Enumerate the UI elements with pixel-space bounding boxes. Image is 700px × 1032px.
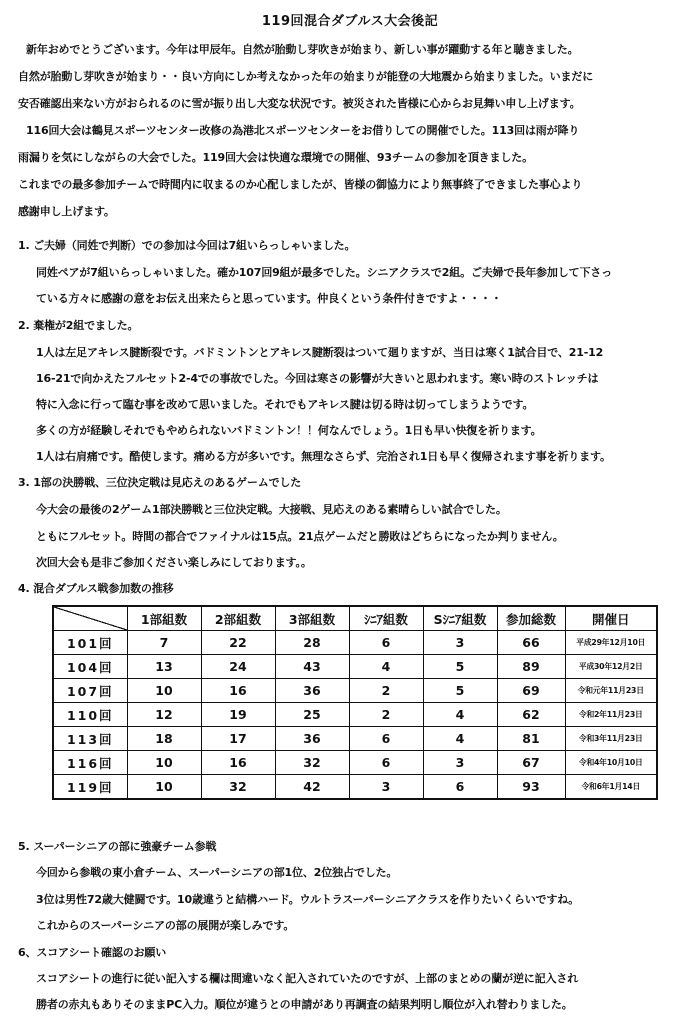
table-cell: 93 (497, 775, 565, 800)
table-cell: 5 (423, 679, 497, 703)
section-line: 勝者の赤丸もありそのままPC入力。順位が違うとの申請があり再調査の結果判明し順位が入れ替わりました。 (36, 998, 573, 1011)
table-row-label: 119回 (53, 775, 127, 800)
table-cell: 28 (275, 631, 349, 655)
table-cell: 42 (275, 775, 349, 800)
table-row-label: 116回 (53, 751, 127, 775)
table-cell: 2 (349, 703, 423, 727)
intro-line: 雨漏りを気にしながらの大会でした。119回大会は快適な環境での開催、93チームの参加を頂きました。 (18, 151, 533, 164)
table-row (53, 751, 657, 775)
table-header-cell: 3部組数 (275, 606, 349, 631)
table-cell: 62 (497, 703, 565, 727)
table-cell: 7 (127, 631, 201, 655)
table-row (53, 727, 657, 751)
table-row (53, 679, 657, 703)
intro-line: 安否確認出来ない方がおられるのに雪が振り出し大変な状況です。被災された皆様に心からお見舞い申し上げます。 (18, 97, 581, 110)
intro-line: 感謝申し上げます。 (18, 205, 115, 218)
intro-line: 新年おめでとうございます。今年は甲辰年。自然が胎動し芽吹きが始まり、新しい事が躍動する年と聴きました。 (26, 43, 579, 56)
section-line: 特に入念に行って臨む事を改めて思いました。それでもアキレス腱は切る時は切ってしまうようです。 (36, 398, 534, 411)
intro-line: これまでの最多参加チームで時間内に収まるのか心配しましたが、皆様の御協力により無事終了できました事心より (18, 178, 583, 191)
table-cell: 5 (423, 655, 497, 679)
table-cell: 16 (201, 751, 275, 775)
table-header-cell: ｼﾆｱ組数 (349, 606, 423, 631)
table-cell: 4 (423, 703, 497, 727)
table-header-row (53, 606, 657, 631)
table-cell: 36 (275, 727, 349, 751)
section-heading: 4. 混合ダブルス戦参加数の推移 (18, 582, 174, 595)
page-title: 119回混合ダブルス大会後記 (261, 14, 439, 29)
table-row (53, 775, 657, 800)
table-row (53, 655, 657, 679)
section-line: 同姓ペアが7組いらっしゃいました。確か107回9組が最多でした。シニアクラスで2組。ご夫婦で長年参加して下さっ (36, 266, 613, 279)
section-line: 今回から参戦の東小倉チーム、スーパーシニアの部1位、2位独占でした。 (36, 866, 398, 879)
table-header-cell: 参加総数 (497, 606, 565, 631)
table-cell: 66 (497, 631, 565, 655)
participation-table (52, 605, 658, 800)
table-cell: 32 (201, 775, 275, 800)
intro-line: 116回大会は鶴見スポーツセンター改修の為港北スポーツセンターをお借りしての開催でした。113回は雨が降り (26, 124, 580, 137)
table-header-cell: 2部組数 (201, 606, 275, 631)
table-cell: 12 (127, 703, 201, 727)
table-date-cell: 令和3年11月23日 (565, 727, 657, 751)
section-heading: 5. スーパーシニアの部に強豪チーム参戦 (18, 840, 217, 853)
table-row (53, 631, 657, 655)
table-cell: 6 (349, 727, 423, 751)
section-line: 3位は男性72歳大健闘です。10歳違うと結構ハード。ウルトラスーパーシニアクラスを作りたいくらいですね。 (36, 893, 579, 906)
table-date-cell: 平成29年12月10日 (565, 631, 657, 655)
table-cell: 10 (127, 775, 201, 800)
table-cell: 2 (349, 679, 423, 703)
table-cell: 18 (127, 727, 201, 751)
table-cell: 81 (497, 727, 565, 751)
table-cell: 3 (423, 751, 497, 775)
table-cell: 6 (423, 775, 497, 800)
table-cell: 17 (201, 727, 275, 751)
table-row-label: 107回 (53, 679, 127, 703)
table-header-cell: 1部組数 (127, 606, 201, 631)
table-row-label: 110回 (53, 703, 127, 727)
section-line: 1人は右肩痛です。酷使します。痛める方が多いです。無理なさらず、完治され1日も早く復帰されます事を祈ります。 (36, 450, 611, 463)
table-date-cell: 令和4年10月10日 (565, 751, 657, 775)
table-cell: 67 (497, 751, 565, 775)
table-cell: 6 (349, 751, 423, 775)
section-line: 今大会の最後の2ゲーム1部決勝戦と三位決定戦。大接戦、見応えのある素晴らしい試合でした。 (36, 503, 507, 516)
table-cell: 4 (423, 727, 497, 751)
table-cell: 3 (423, 631, 497, 655)
section-line: これからのスーパーシニアの部の展開が楽しみです。 (36, 919, 295, 932)
table-cell: 24 (201, 655, 275, 679)
section-heading: 2. 棄権が2組でました。 (18, 319, 139, 332)
table-cell: 36 (275, 679, 349, 703)
table-cell: 10 (127, 679, 201, 703)
table-date-cell: 令和2年11月23日 (565, 703, 657, 727)
table-row-label: 104回 (53, 655, 127, 679)
intro-line: 自然が胎動し芽吹きが始まり・・良い方向にしか考えなかった年の始まりが能登の大地震から始まりました。いまだに (18, 70, 594, 83)
table-date-cell: 平成30年12月2日 (565, 655, 657, 679)
table-date-cell: 令和6年1月14日 (565, 775, 657, 800)
table-cell: 3 (349, 775, 423, 800)
table-cell: 16 (201, 679, 275, 703)
table-row (53, 703, 657, 727)
section-line: 16-21で向かえたフルセット2-4での事故でした。今回は寒さの影響が大きいと思われます。寒い時のストレッチは (36, 372, 599, 385)
table-cell: 4 (349, 655, 423, 679)
section-heading: 3. 1部の決勝戦、三位決定戦は見応えのあるゲームでした (18, 476, 302, 489)
section-heading: 6、スコアシート確認のお願い (18, 946, 167, 959)
section-line: 次回大会も是非ご参加ください楽しみにしております。。 (36, 556, 312, 569)
table-cell: 32 (275, 751, 349, 775)
table-header-cell: Sｼﾆｱ組数 (423, 606, 497, 631)
table-cell: 13 (127, 655, 201, 679)
section-line: 1人は左足アキレス腱断裂です。バドミントンとアキレス腱断裂はついて廻りますが、当日は寒く1試合目で、21-12 (36, 346, 604, 359)
section-heading: 1. ご夫婦（同姓で判断）での参加は今回は7組いらっしゃいました。 (18, 239, 356, 252)
table-row-label: 113回 (53, 727, 127, 751)
section-line: 多くの方が経験しそれでもやめられないバドミントン！！何なんでしょう。1日も早い快復を祈ります。 (36, 424, 542, 437)
table-header-cell: 開催日 (565, 606, 657, 631)
table-cell: 43 (275, 655, 349, 679)
table-cell: 69 (497, 679, 565, 703)
section-line: スコアシートの進行に従い記入する欄は間違いなく記入されていたのですが、上部のまとめの蘭が逆に記入され (36, 972, 579, 985)
table-cell: 25 (275, 703, 349, 727)
table-cell: 22 (201, 631, 275, 655)
table-row-label: 101回 (53, 631, 127, 655)
table-cell: 19 (201, 703, 275, 727)
table-cell: 10 (127, 751, 201, 775)
table-corner-cell (53, 606, 127, 631)
table-cell: 89 (497, 655, 565, 679)
table-cell: 6 (349, 631, 423, 655)
section-line: ともにフルセット。時間の都合でファイナルは15点。21点ゲームだと勝敗はどちらになったか判りません。 (36, 530, 564, 543)
table-date-cell: 令和元年11月23日 (565, 679, 657, 703)
section-line: ている方々に感謝の意をお伝え出来たらと思っています。仲良くという条件付きですよ・・・・ (36, 292, 502, 305)
